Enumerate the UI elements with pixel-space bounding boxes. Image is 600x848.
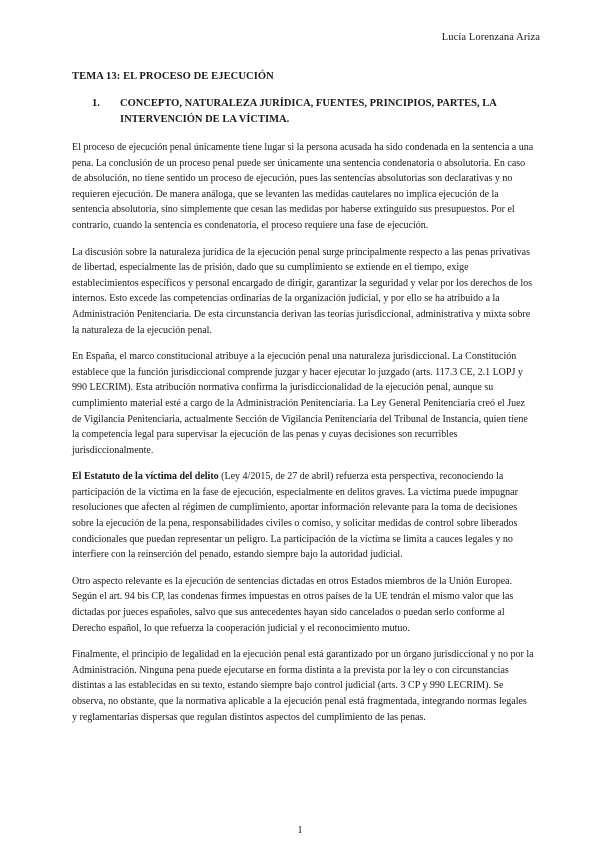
paragraph-lead-term: El Estatuto de la víctima del delito: [72, 471, 219, 483]
paragraph: Finalmente, el principio de legalidad en la ejecución penal está garantizado por un órgano jurisdiccional y no por la Administración. Ninguna pena puede ejecutarse en forma distinta a la prevista por la ley o con circunstancias distintas a las establecidas en su texto, estando siempre bajo control judicial (arts. 3 CP y 990 LECRIM). Se observa, no obstante, que la normativa aplicable a la ejecución penal está fragmentada, integrando normas legales y reglamentarias dispersas que regulan distintos aspectos del cumplimiento de las penas.: [72, 649, 534, 723]
paragraph: La discusión sobre la naturaleza jurídica de la ejecución penal surge principalmente respecto a las penas privativas de libertad, especialmente las de prisión, dado que su cumplimiento se extiende en el tiempo, exige establecimientos específicos y personal encargado de dirigir, garantizar la seguridad y velar por los derechos de los internos. Esto excede las competencias ordinarias de la organización judicial, y por ello se ha atribuido a la Administración Penitenciaria. De esta circunstancia derivan las teorías jurisdiccional, administrativa y mixta sobre la naturaleza de la ejecución penal.: [72, 246, 533, 336]
document-title: TEMA 13: EL PROCESO DE EJECUCIÓN: [72, 71, 274, 82]
paragraph: [72, 469, 534, 563]
section-heading: [92, 96, 534, 128]
section-heading-text: CONCEPTO, NATURALEZA JURÍDICA, FUENTES, PRINCIPIOS, PARTES, LA INTERVENCIÓN DE LA VÍCTIMA.: [120, 98, 497, 125]
paragraph: Otro aspecto relevante es la ejecución de sentencias dictadas en otros Estados miembros de la Unión Europea. Según el art. 94 bis CP, las condenas firmes impuestas en otros países de la UE tendrán el mismo valor que las dictadas por jueces españoles, salvo que sus antecedentes hayan sido cancelados o puedan serlo conforme al Derecho español, lo que refuerza la cooperación judicial y el reconocimiento mutuo.: [72, 575, 514, 634]
paragraph-body: (Ley 4/2015, de 27 de abril) refuerza esta perspectiva, reconociendo la participación de la víctima en la fase de ejecución, especialmente en delitos graves. La víctima puede impugnar resoluciones que afecten al régimen de cumplimiento, aportar información relevante para la toma de decisiones sobre la ejecución de la pena, responsabilidades civiles o comiso, y solicitar medidas de control sobre liberados condicionales que puedan representar un peligro. La participación de la víctima se limita a cauces legales y no interfiere con la reinserción del penado, estando siempre bajo la autoridad judicial.: [72, 471, 518, 561]
paragraph: En España, el marco constitucional atribuye a la ejecución penal una naturaleza jurisdiccional. La Constitución establece que la función jurisdiccional comprende juzgar y hacer ejecutar lo juzgado (arts. 117.3 CE, 2.1 LOPJ y 990 LECRIM). Esta atribución normativa confirma la jurisdiccionalidad de la ejecución penal, aunque su cumplimiento material esté a cargo de la Administración Penitenciaria. La Ley General Penitenciaria creó el Juez de Vigilancia Penitenciaria, actualmente Sección de Vigilancia Penitenciaria del Tribunal de Instancia, quien tiene la competencia legal para supervisar la ejecución de las penas y cuyas decisiones son recurribles jurisdiccionalmente.: [72, 351, 528, 456]
document-body: [72, 71, 534, 736]
header-author: Lucía Lorenzana Ariza: [441, 32, 540, 43]
section-number: 1.: [92, 98, 100, 109]
page-number: 1: [297, 825, 303, 836]
paragraph: El proceso de ejecución penal únicamente tiene lugar si la persona acusada ha sido condenada en la sentencia a una pena. La conclusión de un proceso penal puede ser únicamente una sentencia condenatoria o absolutoria. En caso de absolución, no tiene sentido un proceso de ejecución, pues las sentencias absolutorias son declarativas y no requieren ejecución. De manera análoga, que se levanten las medidas cautelares no implica ejecución de la sentencia absolutoria, sino simplemente que cesan las medidas por haberse extinguido sus presupuestos. Por el contrario, cuando la sentencia es condenatoria, el proceso requiere una fase de ejecución.: [72, 142, 534, 231]
